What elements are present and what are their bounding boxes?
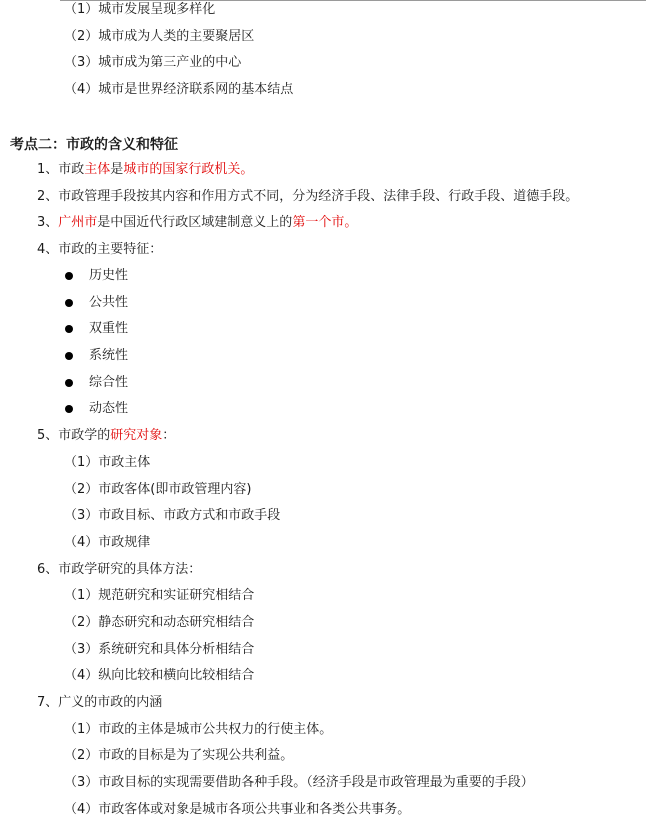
item-5: [37, 426, 175, 446]
item-2: 2、市政管理手段按其内容和作用方式不同，分为经济手段、法律手段、行政手段、道德手段。: [37, 189, 579, 204]
bullet-icon: [65, 352, 73, 360]
sub-item: （2）静态研究和动态研究相结合: [64, 615, 255, 630]
sub-item: （1）市政的主体是城市公共权力的行使主体。: [64, 722, 333, 737]
item-3-highlight: 第一个市。: [292, 215, 358, 230]
feature-item: 双重性: [89, 321, 129, 336]
item-5-highlight: 研究对象: [110, 428, 163, 443]
sub-item: （4）市政客体或对象是城市各项公共事业和各类公共事务。: [64, 802, 411, 817]
item-1-part: 是: [110, 162, 124, 177]
item-5-part: 5、市政学的: [37, 428, 111, 443]
sub-item: （3）市政目标的实现需要借助各种手段。（经济手段是市政管理最为重要的手段）: [64, 775, 534, 790]
item-7: 7、广义的市政的内涵: [37, 695, 163, 710]
section-heading: 考点二：市政的含义和特征: [10, 137, 178, 153]
feature-item: 系统性: [89, 348, 129, 363]
item-1-highlight: 城市的国家行政机关。: [123, 162, 254, 177]
sub-item: （2）市政的目标是为了实现公共利益。: [64, 748, 294, 763]
item-6: 6、市政学研究的具体方法：: [37, 562, 202, 577]
item-1-part: 1、市政: [37, 162, 85, 177]
item-3: [37, 213, 357, 233]
sub-item: （3）系统研究和具体分析相结合: [64, 642, 255, 657]
item-1-highlight: 主体: [84, 162, 111, 177]
bullet-icon: [65, 325, 73, 333]
intro-list-item: （1）城市发展呈现多样化: [64, 2, 216, 17]
item-1: [37, 160, 253, 180]
intro-list-item: （3）城市成为第三产业的中心: [64, 55, 242, 70]
sub-item: （4）市政规律: [64, 535, 151, 550]
feature-item: 综合性: [89, 375, 129, 390]
sub-item: （1）规范研究和实证研究相结合: [64, 588, 255, 603]
sub-item: （1）市政主体: [64, 455, 151, 470]
bullet-icon: [65, 272, 73, 280]
feature-item: 历史性: [89, 268, 129, 283]
sub-item: （4）纵向比较和横向比较相结合: [64, 668, 255, 683]
intro-list-item: （2）城市成为人类的主要聚居区: [64, 29, 255, 44]
feature-item: 公共性: [89, 295, 129, 310]
bullet-icon: [65, 405, 73, 413]
bullet-icon: [65, 379, 73, 387]
feature-item: 动态性: [89, 401, 129, 416]
item-5-part: ：: [162, 428, 176, 443]
item-3-highlight: 广州市: [58, 215, 98, 230]
item-3-part: 3、: [37, 215, 59, 230]
intro-list-item: （4）城市是世界经济联系网的基本结点: [64, 82, 294, 97]
sub-item: （2）市政客体(即市政管理内容): [64, 482, 252, 497]
item-3-part: 是中国近代行政区域建制意义上的: [97, 215, 293, 230]
item-4: 4、市政的主要特征：: [37, 242, 163, 257]
bullet-icon: [65, 299, 73, 307]
sub-item: （3）市政目标、市政方式和市政手段: [64, 508, 281, 523]
